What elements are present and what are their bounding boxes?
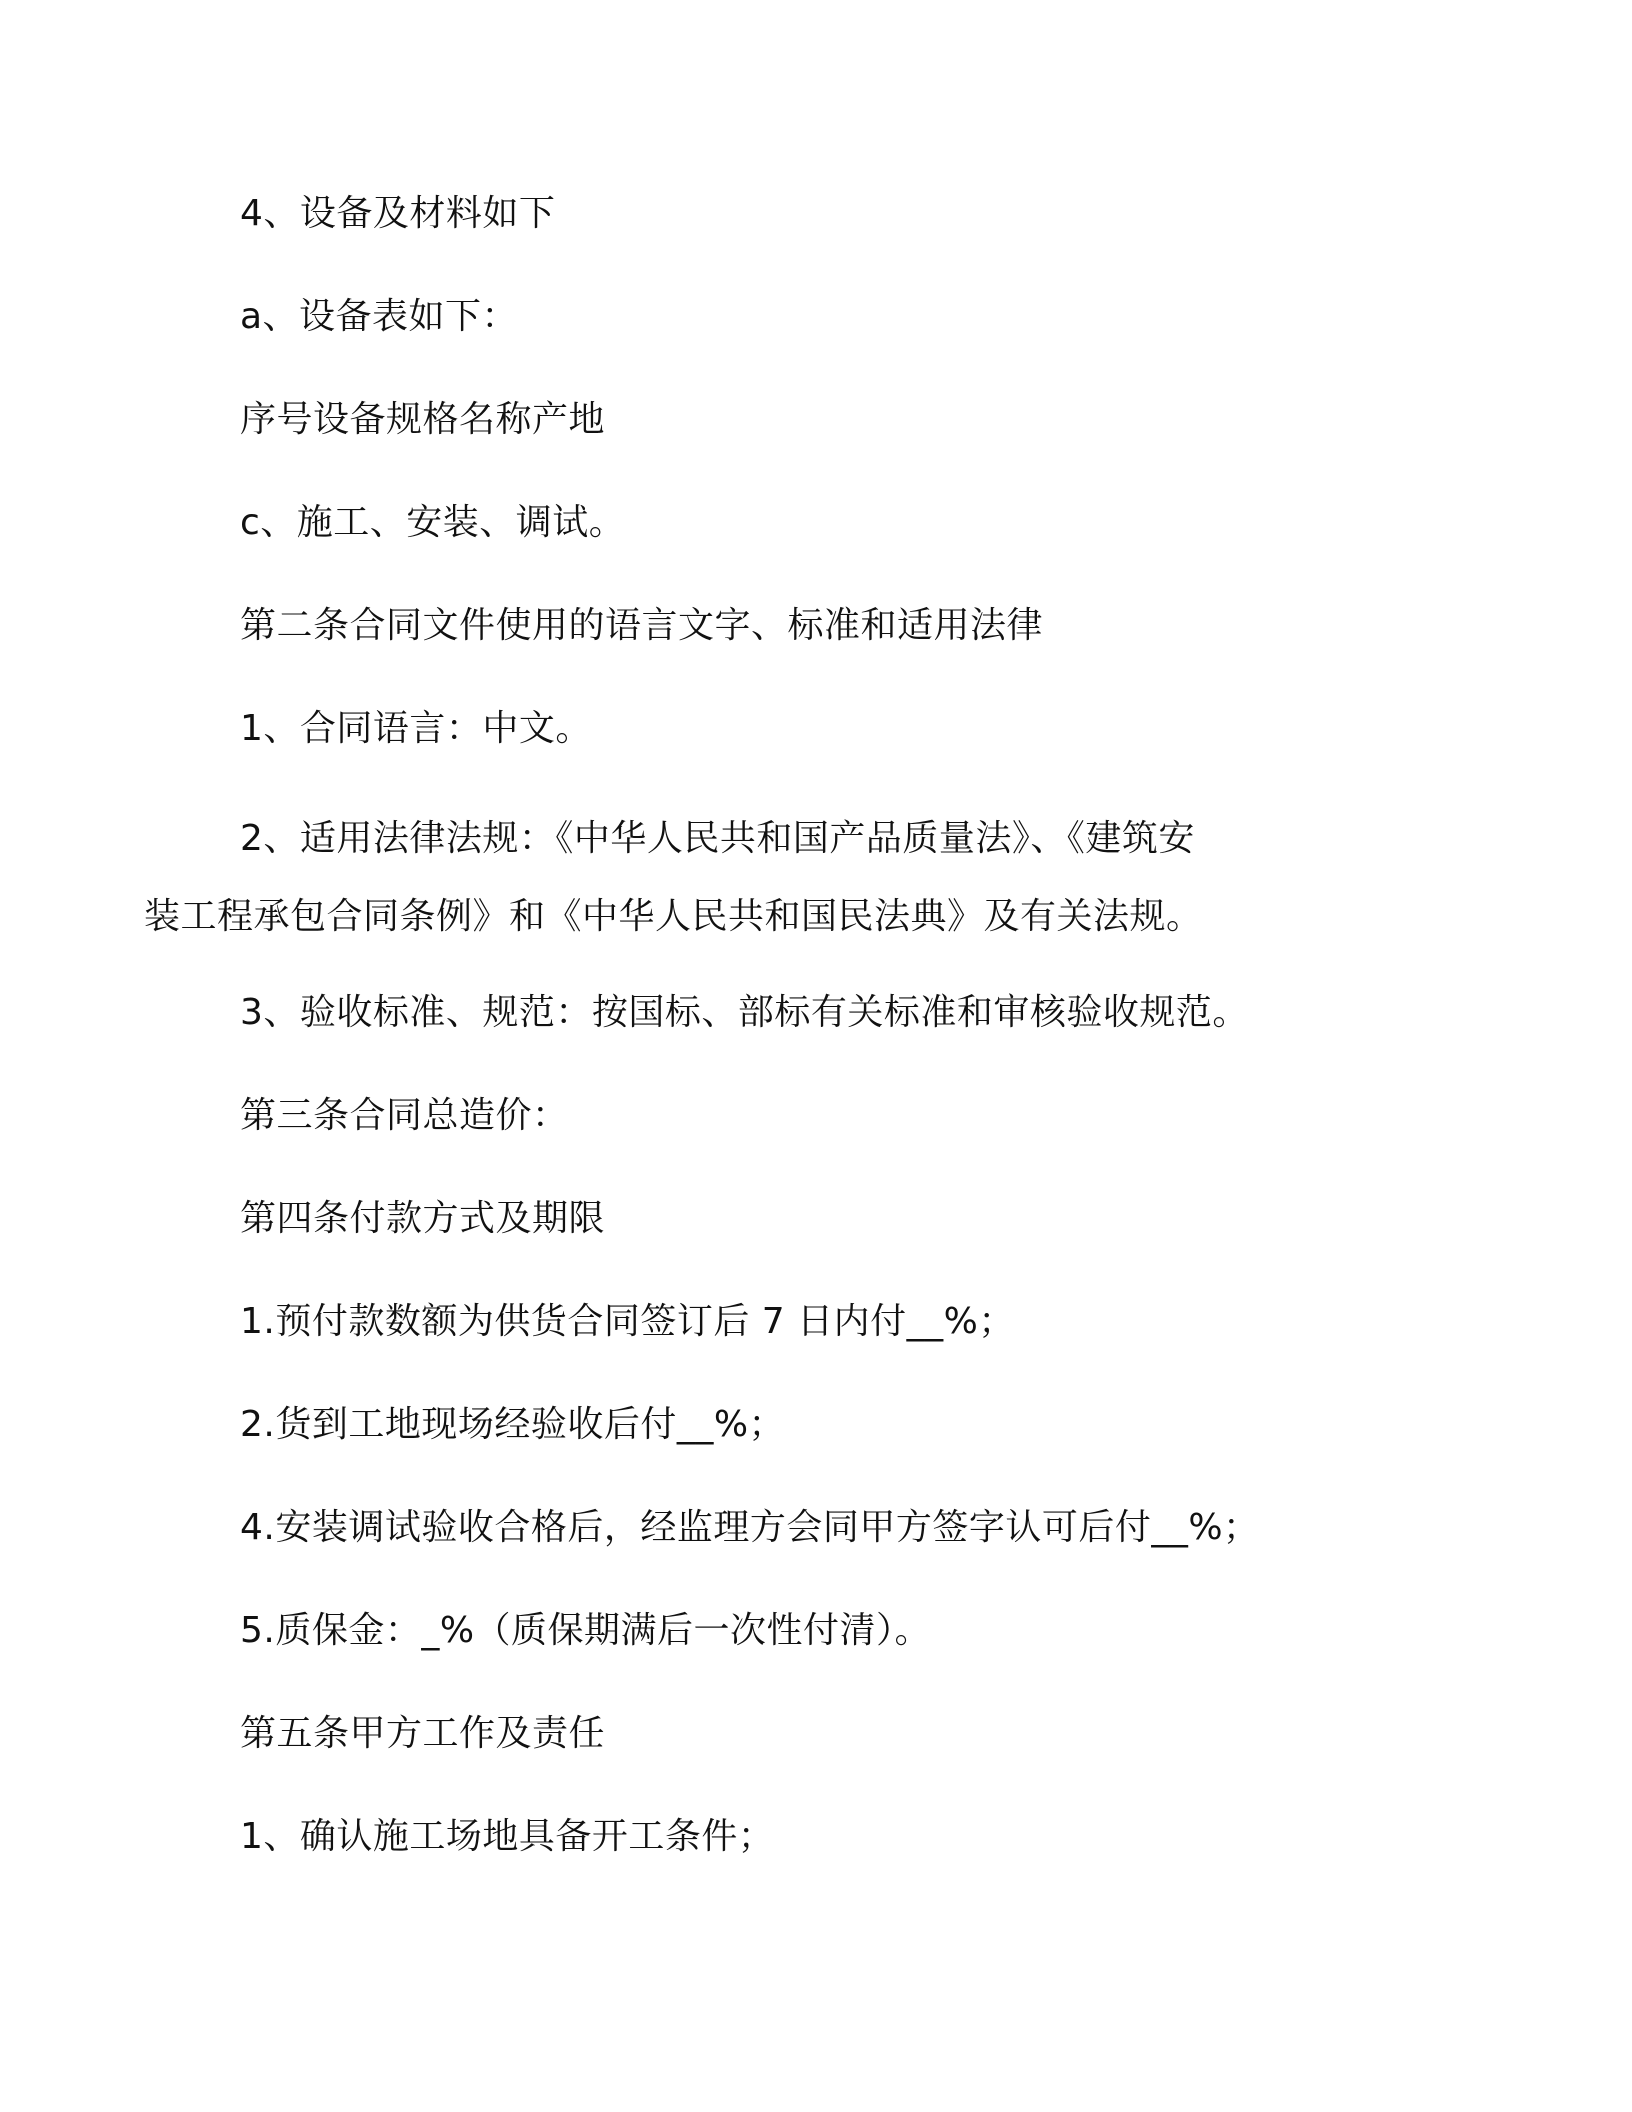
payment-item-5: 5.质保金：_%（质保期满后一次性付清）。 (240, 1610, 932, 1651)
item-construction: c、施工、安装、调试。 (240, 502, 626, 543)
payment-item-4: 4.安装调试验收合格后，经监理方会同甲方签字认可后付__%； (240, 1507, 1260, 1548)
item-contract-language: 1、合同语言：中文。 (240, 708, 592, 749)
article-three-heading: 第三条合同总造价： (240, 1095, 569, 1136)
item-equipment-materials: 4、设备及材料如下 (240, 193, 556, 234)
article-four-heading: 第四条付款方式及期限 (240, 1198, 606, 1239)
item-acceptance-standards: 3、验收标准、规范：按国标、部标有关标准和审核验收规范。 (240, 992, 1249, 1033)
table-header-line: 序号设备规格名称产地 (240, 399, 606, 440)
article-five-heading: 第五条甲方工作及责任 (240, 1713, 606, 1754)
payment-item-1: 1.预付款数额为供货合同签订后 7 日内付__%； (240, 1301, 1015, 1342)
item-applicable-laws (144, 800, 1390, 956)
party-a-duty-1: 1、确认施工场地具备开工条件； (240, 1816, 775, 1857)
applicable-laws-line-1: 2、适用法律法规：《中华人民共和国产品质量法》、《建筑安 (240, 818, 1195, 859)
applicable-laws-line-2: 装工程承包合同条例》和《中华人民共和国民法典》及有关法规。 (144, 896, 1203, 937)
article-two-heading: 第二条合同文件使用的语言文字、标准和适用法律 (240, 605, 1044, 646)
item-equipment-table: a、设备表如下： (240, 296, 519, 337)
payment-item-2: 2.货到工地现场经验收后付__%； (240, 1404, 786, 1445)
